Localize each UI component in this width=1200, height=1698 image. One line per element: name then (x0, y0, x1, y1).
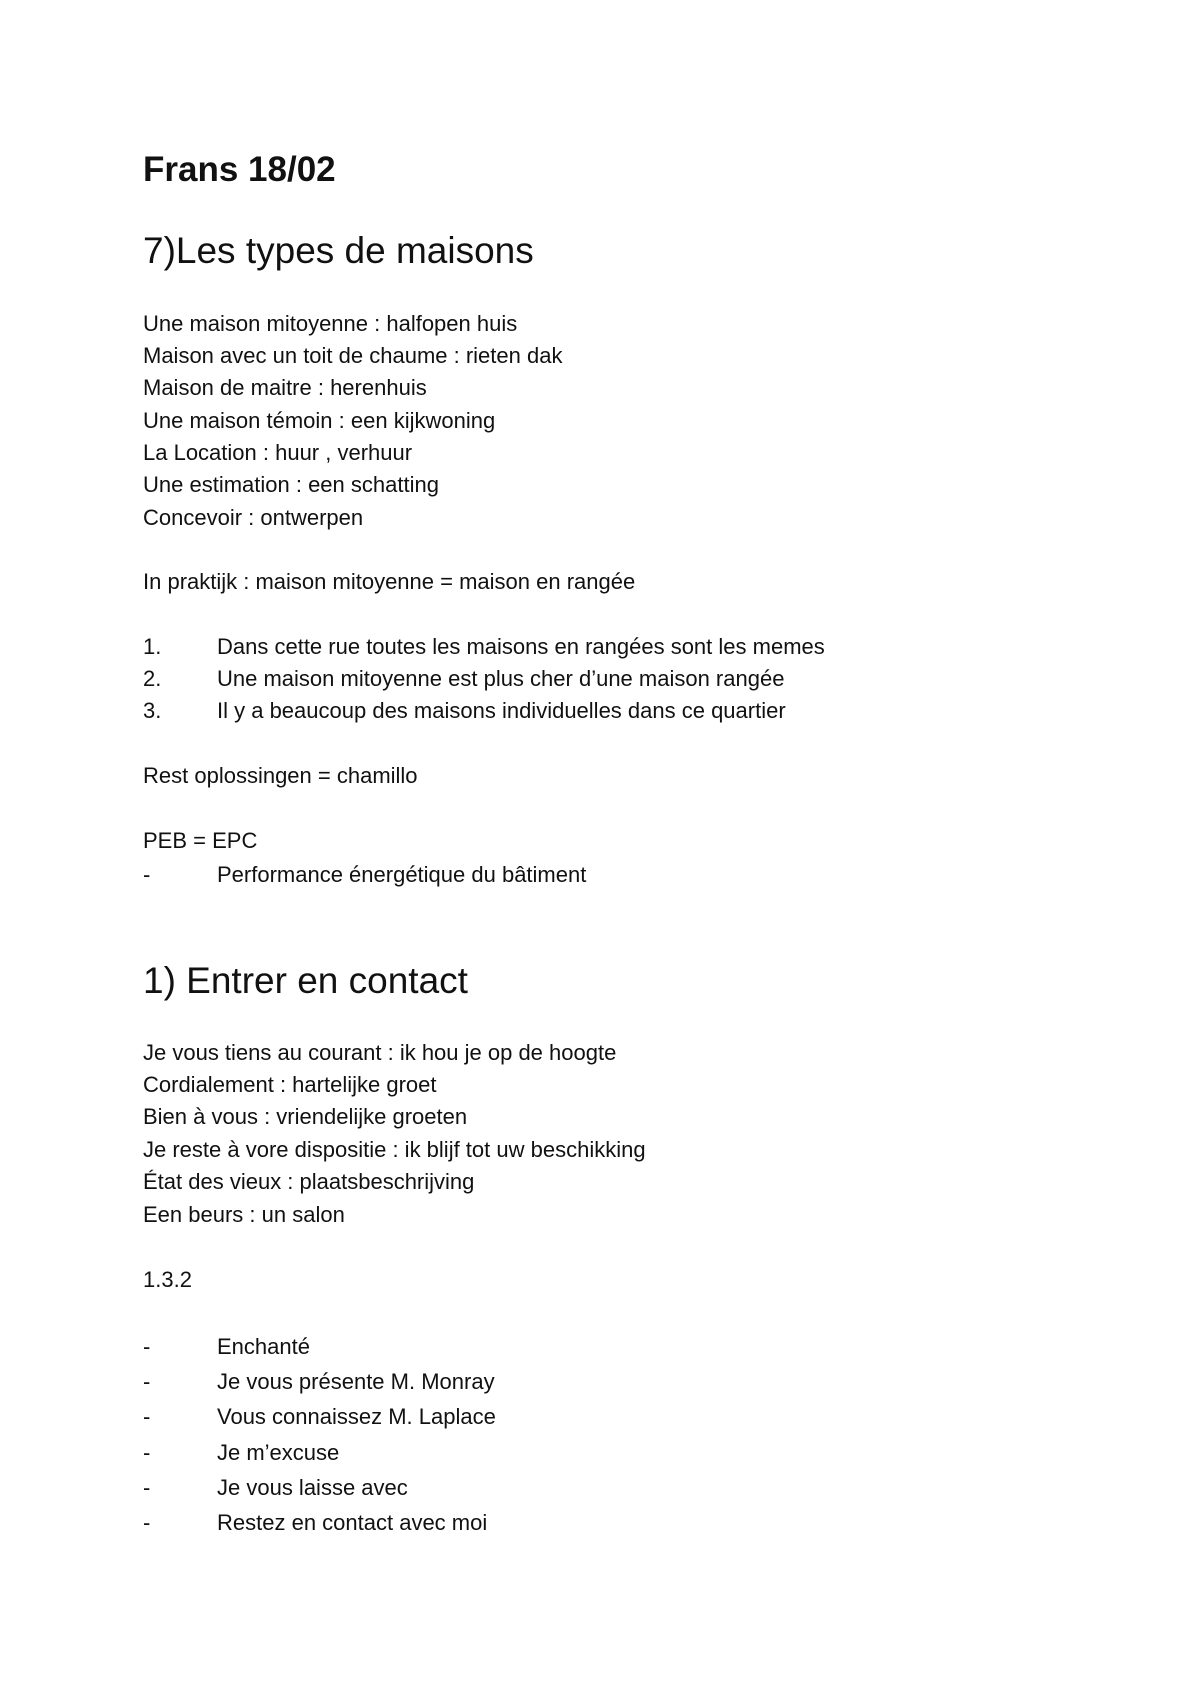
bullet-dash: - (143, 1404, 151, 1429)
item-text: Vous connaissez M. Laplace (217, 1404, 496, 1429)
vocab-line: Une maison témoin : een kijkwoning (143, 408, 496, 433)
item-text: Il y a beaucoup des maisons individuelles dans ce quartier (217, 698, 786, 723)
section-heading-types-maisons: 7)Les types de maisons (143, 230, 534, 271)
item-text: Je m’excuse (217, 1440, 340, 1465)
bullet-dash: - (143, 1440, 151, 1465)
rest-solutions-note: Rest oplossingen = chamillo (143, 763, 418, 788)
item-number: 2. (143, 666, 162, 691)
item-text: Performance énergétique du bâtiment (217, 862, 587, 887)
vocab-line: Je reste à vore dispositie : ik blijf tot uw beschikking (143, 1137, 646, 1162)
vocab-line: Une maison mitoyenne : halfopen huis (143, 311, 518, 336)
page-title: Frans 18/02 (143, 150, 336, 189)
vocab-line: Concevoir : ontwerpen (143, 505, 364, 530)
item-text: Restez en contact avec moi (217, 1510, 488, 1535)
vocab-line: Cordialement : hartelijke groet (143, 1072, 437, 1097)
vocab-line: Maison avec un toit de chaume : rieten dak (143, 343, 563, 368)
vocab-line: Maison de maitre : herenhuis (143, 375, 427, 400)
item-text: Dans cette rue toutes les maisons en rangées sont les memes (217, 634, 825, 659)
vocab-line: État des vieux : plaatsbeschrijving (143, 1169, 475, 1194)
item-number: 3. (143, 698, 162, 723)
bullet-dash: - (143, 862, 151, 887)
item-text: Je vous présente M. Monray (217, 1369, 495, 1394)
bullet-dash: - (143, 1510, 151, 1535)
section-heading-entrer-contact: 1) Entrer en contact (143, 960, 468, 1001)
bullet-dash: - (143, 1475, 151, 1500)
vocab-line: Een beurs : un salon (143, 1202, 345, 1227)
vocab-line: Je vous tiens au courant : ik hou je op de hoogte (143, 1040, 617, 1065)
item-number: 1. (143, 634, 162, 659)
item-text: Une maison mitoyenne est plus cher d’une maison rangée (217, 666, 785, 691)
bullet-dash: - (143, 1334, 151, 1359)
peb-line: PEB = EPC (143, 828, 258, 853)
vocab-line: La Location : huur , verhuur (143, 440, 413, 465)
vocab-line: Bien à vous : vriendelijke groeten (143, 1104, 468, 1129)
bullet-dash: - (143, 1369, 151, 1394)
practice-note: In praktijk : maison mitoyenne = maison en rangée (143, 569, 636, 594)
item-text: Je vous laisse avec (217, 1475, 408, 1500)
vocab-line: Une estimation : een schatting (143, 472, 439, 497)
subsection-number: 1.3.2 (143, 1267, 192, 1292)
item-text: Enchanté (217, 1334, 310, 1359)
